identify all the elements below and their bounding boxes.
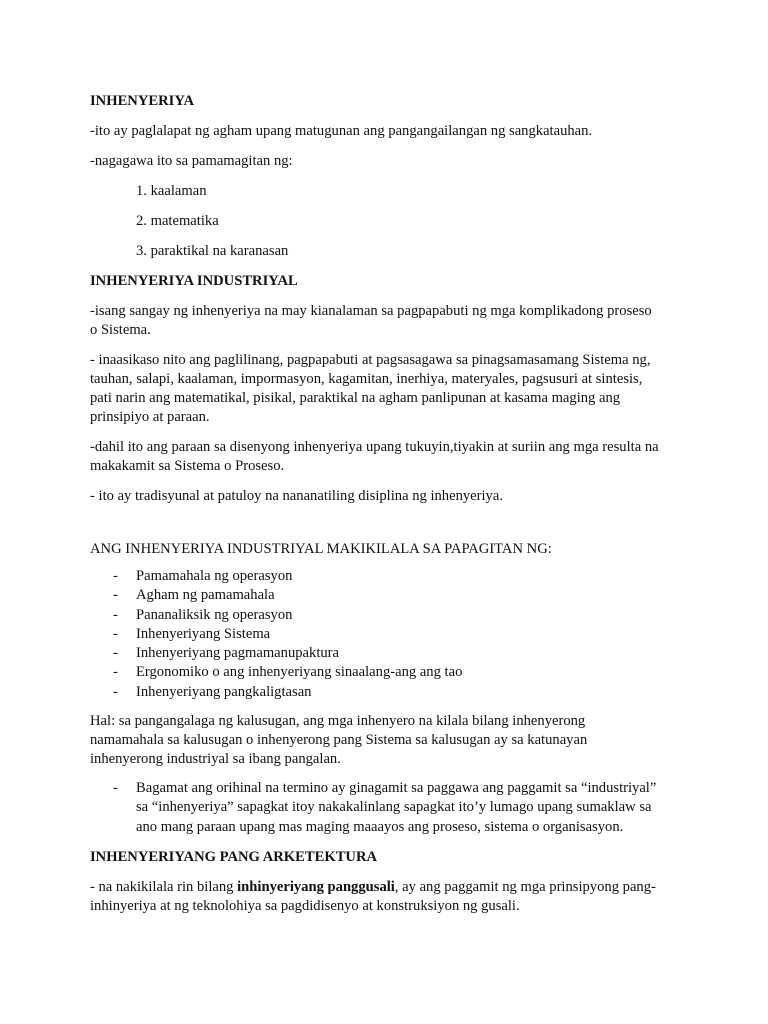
industriyal-paragraph-3 [90, 438, 690, 476]
list-dash: - [113, 645, 118, 662]
text-line: -isang sangay ng inhenyeriya na may kianalaman sa pagpapabuti ng mga komplikadong proseso [90, 303, 652, 319]
bold-term: inhinyeriyang panggusali [237, 878, 395, 895]
list-dash: - [113, 606, 118, 623]
text-line: prinsipiyo at paraan. [90, 409, 210, 425]
text-line: o Sistema. [90, 322, 151, 338]
list-item [90, 663, 690, 682]
list-item [90, 625, 690, 644]
list-dash: - [113, 587, 118, 604]
section-heading-arketektura: INHENYERIYANG PANG ARKETEKTURA [90, 848, 378, 865]
text-line: sa “inhenyeriya” sapagkat itoy nakakalinlang sapagkat ito’y lumago upang sumaklaw sa [136, 799, 652, 816]
note-list [90, 779, 690, 837]
industriyal-paragraph-2 [90, 351, 690, 427]
list-dash: - [113, 568, 118, 584]
text-line: pati narin ang matematikal, pisikal, paraktikal na agham panlipunan at kasama maging ang [90, 390, 621, 406]
list-item-text: Agham ng pamamahala [136, 587, 275, 604]
list-item-text: Inhenyeriyang pangkaligtasan [136, 683, 312, 700]
text-line: Bagamat ang orihinal na termino ay ginagamit sa paggawa ang paggamit sa “industriyal” [136, 780, 657, 797]
list-item-text: Pamamahala ng operasyon [136, 568, 293, 584]
inhenyeriya-definition: -ito ay paglalapat ng agham upang matugunan ang pangangailangan ng sangkatauhan. [90, 123, 593, 139]
list-item-text: Pananaliksik ng operasyon [136, 606, 293, 623]
text-line: tauhan, salapi, kaalaman, impormasyon, kagamitan, inerhiya, materyales, pagsusuri at sintesis, [90, 371, 643, 387]
list-item-text: Inhenyeriyang pagmamanupaktura [136, 645, 340, 662]
arketektura-paragraph [90, 878, 690, 916]
industriyal-paragraph-4: - ito ay tradisyunal at patuloy na nananatiling disiplina ng inhenyeriya. [90, 488, 503, 504]
halimbawa-paragraph [90, 712, 690, 769]
list-item [90, 683, 690, 702]
document-page [90, 92, 690, 916]
text-line: -dahil ito ang paraan sa disenyong inhenyeriya upang tukuyin,tiyakin at suriin ang mga resulta na [90, 439, 659, 455]
numbered-item-2: 2. matematika [136, 213, 219, 229]
section-heading-inhenyeriya: INHENYERIYA [90, 93, 195, 109]
text-line: namamahala sa kalusugan o inhenyerong pang Sistema sa kalusugan ay sa katunayan [90, 732, 588, 749]
list-item [90, 586, 690, 605]
text-run: , ay ang paggamit ng mga prinsipyong pang- [394, 878, 656, 895]
text-line: - inaasikaso nito ang paglilinang, pagpapabuti at pagsasagawa sa pinagsamasamang Sistema ng, [90, 352, 651, 368]
text-line [90, 878, 690, 897]
text-line: inhinyeriya at ng teknolohiya sa pagdidisenyo at konstruksiyon ng gusali. [90, 897, 520, 914]
industriyal-paragraph-1 [90, 302, 690, 340]
numbered-item-3: 3. paraktikal na karanasan [136, 243, 289, 259]
list-item [90, 779, 690, 837]
list-dash: - [113, 625, 118, 642]
list-dash: - [113, 683, 118, 700]
list-item-text: Inhenyeriyang Sistema [136, 625, 271, 642]
section-heading-industriyal: INHENYERIYA INDUSTRIYAL [90, 273, 298, 289]
makikilala-heading: ANG INHENYERIYA INDUSTRIYAL MAKIKILALA SA PAPAGITAN NG: [90, 541, 552, 557]
text-run: - na nakikilala rin bilang [90, 878, 238, 895]
text-line: ano mang paraan upang mas maging maaayos ang proseso, sistema o organisasyon. [136, 818, 624, 835]
field-list [90, 567, 690, 702]
list-dash: - [113, 780, 118, 797]
inhenyeriya-intro: -nagagawa ito sa pamamagitan ng: [90, 153, 293, 169]
list-item [90, 606, 690, 625]
text-line: makakamit sa Sistema o Proseso. [90, 458, 285, 474]
list-item [90, 567, 690, 586]
numbered-item-1: 1. kaalaman [136, 183, 207, 199]
list-item-text: Ergonomiko o ang inhenyeriyang sinaalang-ang ang tao [136, 664, 463, 681]
text-line: inhenyerong industriyal sa ibang pangalan. [90, 751, 341, 768]
list-dash: - [113, 664, 118, 681]
list-item [90, 644, 690, 663]
text-line: Hal: sa pangangalaga ng kalusugan, ang mga inhenyero na kilala bilang inhenyerong [90, 713, 586, 730]
